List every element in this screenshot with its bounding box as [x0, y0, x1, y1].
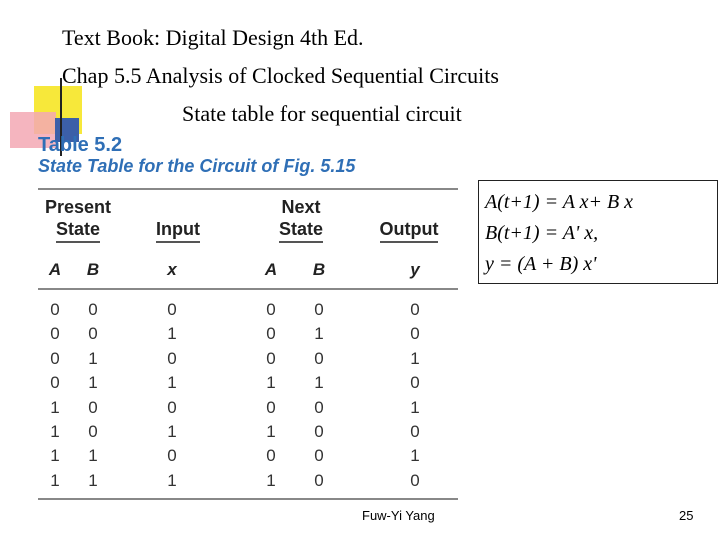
cell-present-a: 0	[50, 373, 60, 393]
cell-present-b: 1	[88, 373, 98, 393]
subheader-input-x: x	[167, 260, 177, 279]
cell-next-a: 0	[266, 446, 276, 466]
slide-title-line-3: State table for sequential circuit	[182, 101, 462, 126]
cell-next-b: 0	[314, 446, 324, 466]
slide-title-line-2: Chap 5.5 Analysis of Clocked Sequential Circuits	[62, 63, 499, 88]
cell-present-a: 1	[50, 470, 60, 490]
cell-output-y: 0	[410, 300, 420, 319]
cell-input-x: 0	[167, 397, 177, 417]
equation-b-next: B(t+1) = A' x,	[485, 222, 599, 244]
header-present-state	[38, 196, 118, 243]
subheader-next-a: A	[264, 260, 278, 279]
table-header-rule	[38, 288, 458, 290]
cell-present-a: 0	[50, 324, 60, 344]
header-next-state	[258, 196, 344, 243]
cell-present-b: 0	[88, 422, 98, 441]
cell-output-y: 0	[410, 373, 420, 393]
slide-title-line-1: Text Book: Digital Design 4th Ed.	[62, 25, 364, 50]
table-caption-number: Table 5.2	[38, 134, 123, 156]
cell-output-y: 0	[410, 422, 420, 441]
cell-present-b: 0	[88, 300, 98, 319]
equation-a-next: A(t+1) = A x+ B x	[485, 191, 634, 213]
table-caption-title: State Table for the Circuit of Fig. 5.15	[38, 156, 356, 176]
cell-next-a: 1	[266, 422, 276, 441]
cell-next-a: 0	[266, 300, 276, 319]
footer-author: Fuw-Yi Yang	[362, 508, 435, 523]
cell-next-a: 0	[266, 324, 276, 344]
cell-next-a: 1	[266, 470, 276, 490]
cell-next-b: 0	[314, 422, 324, 441]
page-number: 25	[679, 508, 694, 523]
cell-next-b: 1	[314, 373, 324, 393]
subheader-present-a: A	[48, 260, 62, 279]
cell-present-a: 1	[50, 397, 60, 417]
cell-next-a: 0	[266, 348, 276, 368]
cell-present-b: 0	[88, 324, 98, 344]
cell-present-b: 1	[88, 446, 98, 466]
header-present-label: Present	[44, 197, 112, 217]
header-next-label: Next	[281, 197, 321, 217]
cell-output-y: 1	[410, 397, 420, 417]
cell-next-b: 0	[314, 348, 324, 368]
header-input	[138, 218, 218, 243]
cell-output-y: 0	[410, 470, 420, 490]
cell-next-b: 0	[314, 470, 324, 490]
cell-input-x: 0	[167, 446, 177, 466]
table-top-rule	[38, 188, 458, 190]
header-output-label: Output	[380, 218, 439, 243]
cell-present-a: 1	[50, 446, 60, 466]
cell-present-b: 0	[88, 397, 98, 417]
cell-output-y: 1	[410, 446, 420, 466]
cell-present-a: 0	[50, 348, 60, 368]
cell-input-x: 1	[167, 373, 177, 393]
cell-output-y: 1	[410, 348, 420, 368]
equation-output-y: y = (A + B) x'	[485, 253, 597, 275]
cell-present-b: 1	[88, 470, 98, 490]
cell-output-y: 0	[410, 324, 420, 344]
cell-next-a: 1	[266, 373, 276, 393]
cell-input-x: 1	[167, 470, 177, 490]
header-next-state-label: State	[279, 218, 323, 243]
subheader-output-y: y	[410, 260, 420, 279]
cell-next-b: 1	[314, 324, 324, 344]
cell-input-x: 0	[167, 300, 177, 319]
cell-input-x: 1	[167, 422, 177, 441]
cell-present-b: 1	[88, 348, 98, 368]
cell-input-x: 1	[167, 324, 177, 344]
cell-next-a: 0	[266, 397, 276, 417]
header-output	[366, 218, 452, 243]
header-input-label: Input	[156, 218, 200, 243]
cell-next-b: 0	[314, 300, 324, 319]
state-table	[22, 132, 462, 502]
cell-present-a: 1	[50, 422, 60, 441]
cell-input-x: 0	[167, 348, 177, 368]
subheader-next-b: B	[312, 260, 326, 279]
subheader-present-b: B	[86, 260, 100, 279]
table-bottom-rule	[38, 498, 458, 500]
cell-present-a: 0	[50, 300, 60, 319]
header-present-state-label: State	[56, 218, 100, 243]
cell-next-b: 0	[314, 397, 324, 417]
equations-box	[478, 180, 718, 284]
